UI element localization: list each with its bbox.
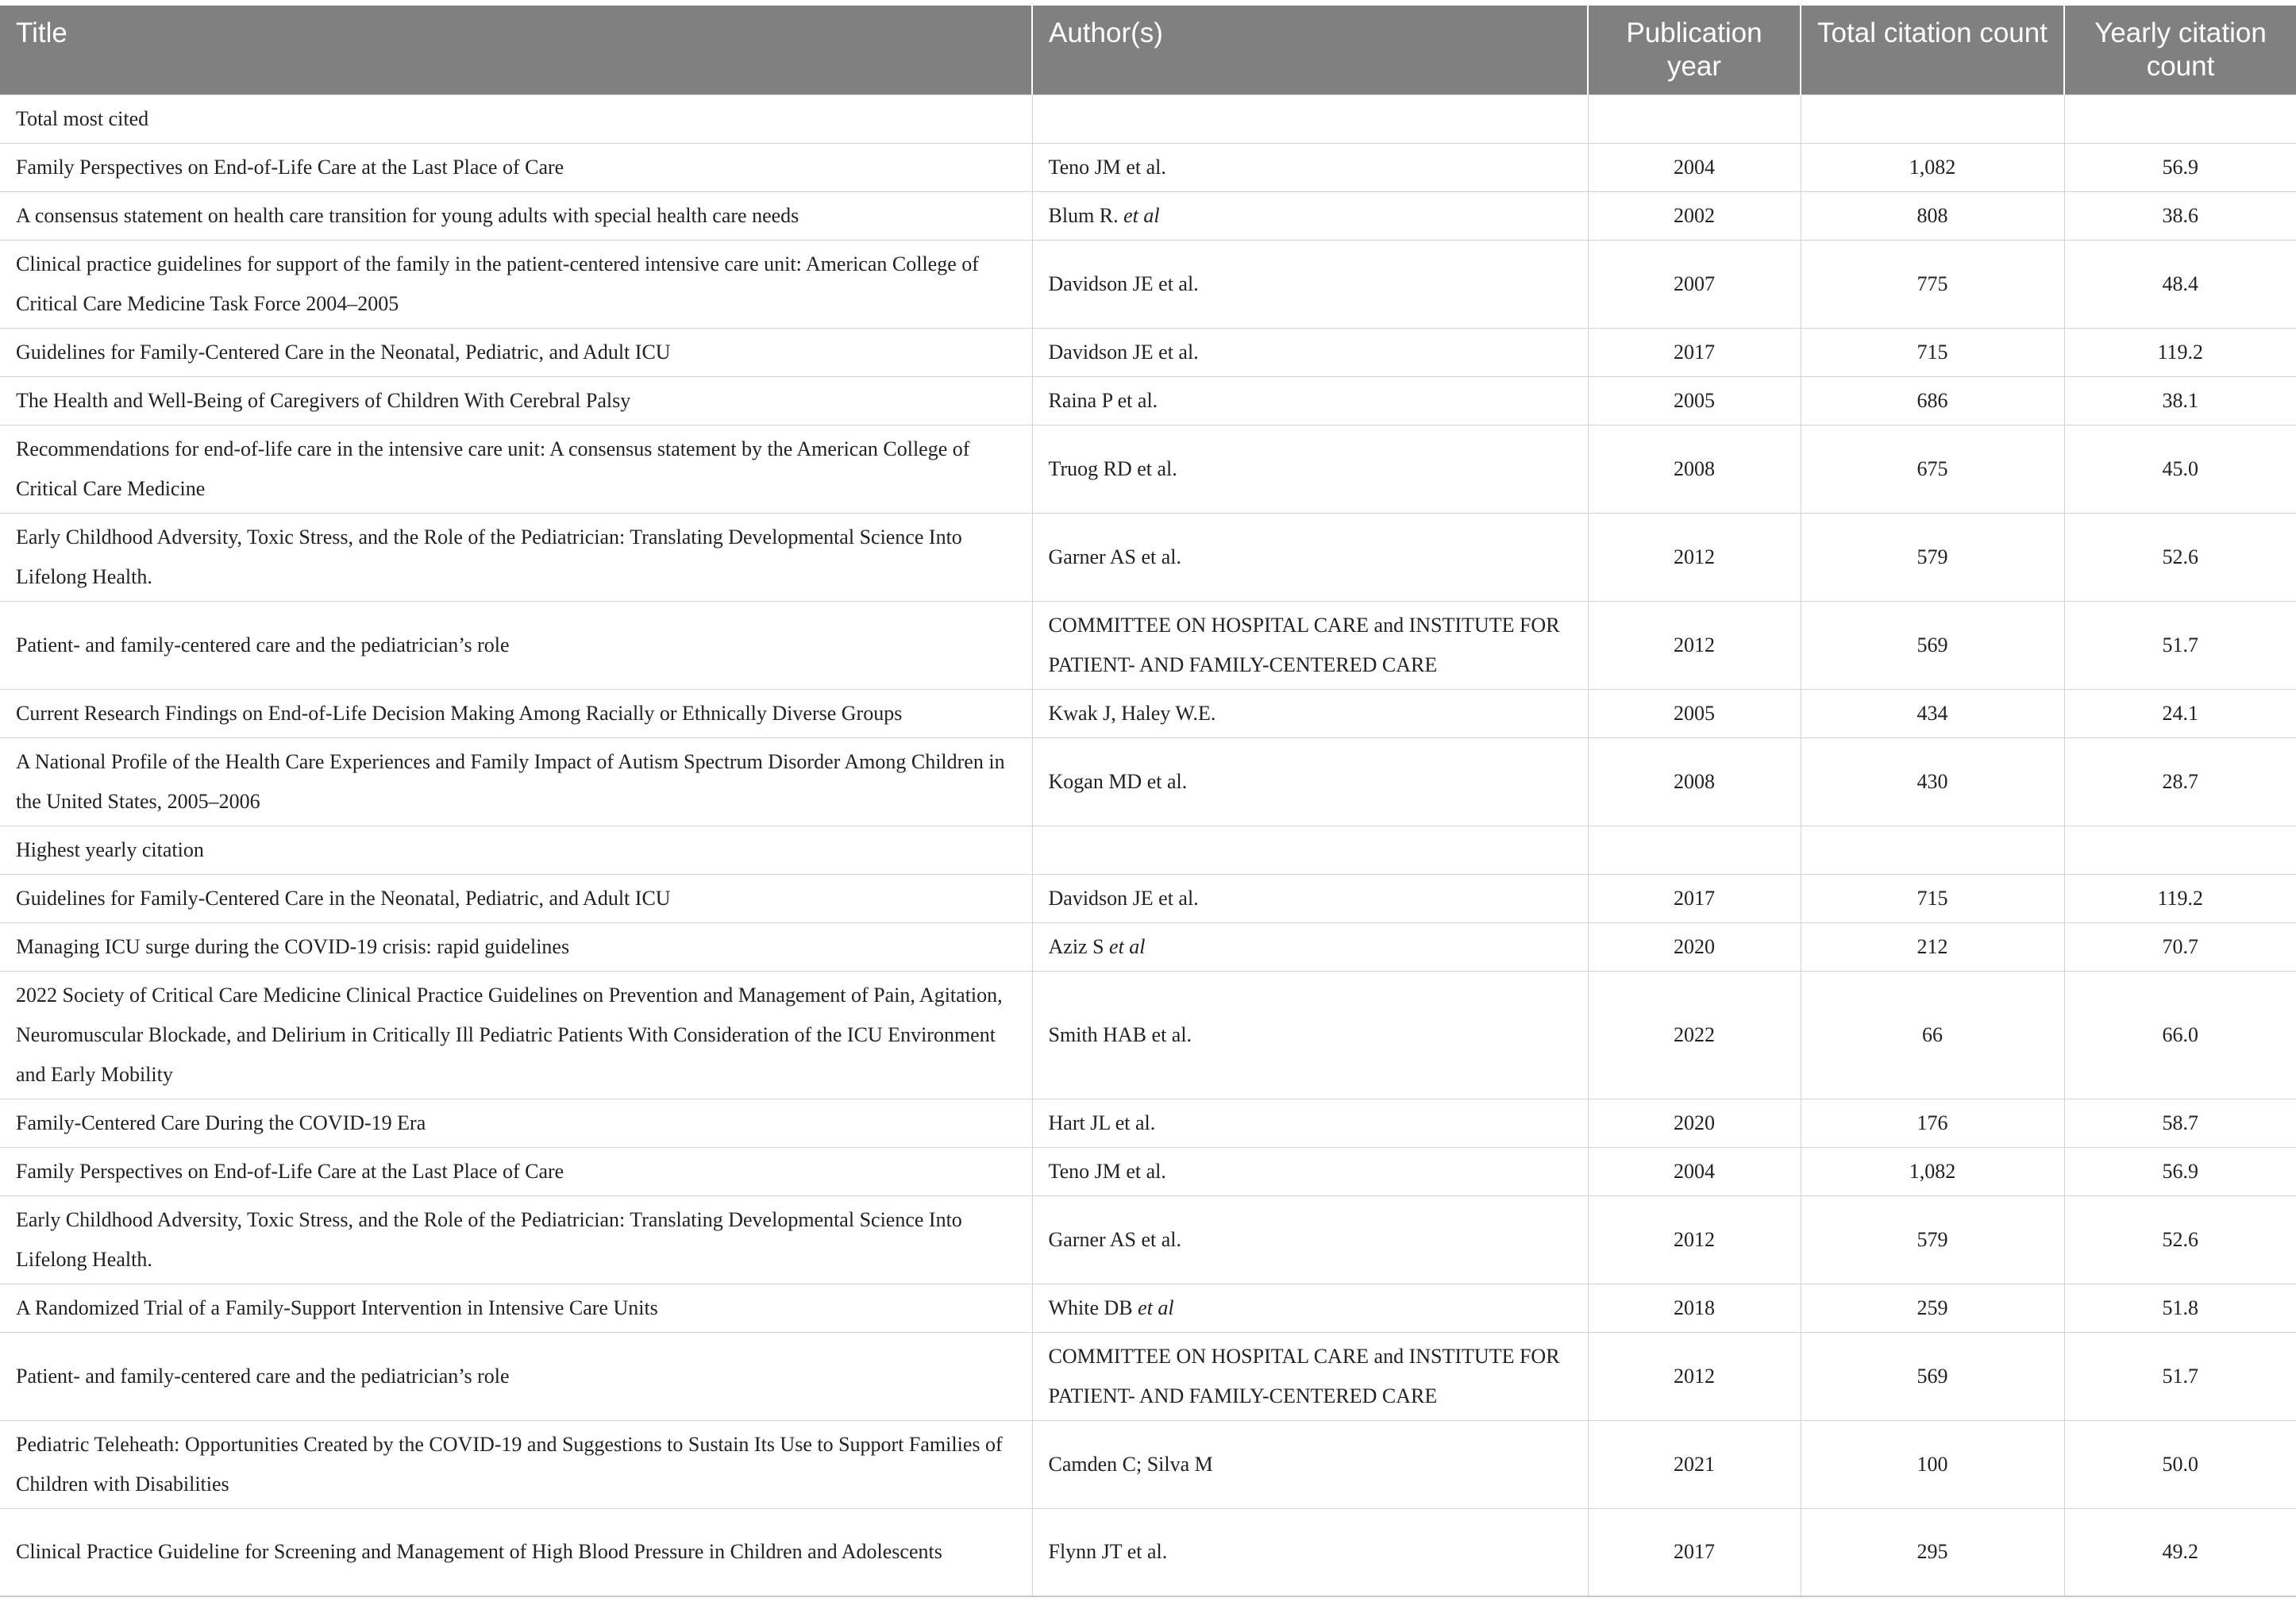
total-citation-cell: 569 [1801, 1332, 2064, 1420]
authors-cell: Davidson JE et al. [1032, 328, 1588, 376]
year-cell: 2008 [1588, 737, 1801, 826]
section-row [0, 94, 2296, 143]
title-cell: Family Perspectives on End-of-Life Care at the Last Place of Care [0, 143, 1032, 191]
total-citation-cell: 569 [1801, 601, 2064, 689]
authors-text: Blum R. [1048, 203, 1119, 227]
header-total-citation-count: Total citation count [1801, 6, 2064, 94]
table-row [0, 1284, 2296, 1332]
table-row [0, 143, 2296, 191]
table-row [0, 689, 2296, 737]
authors-cell: Truog RD et al. [1032, 425, 1588, 513]
title-cell: Early Childhood Adversity, Toxic Stress, and the Role of the Pediatrician: Translating Developmental Science Into Lifelong Health. [0, 1195, 1032, 1284]
authors-cell: Kogan MD et al. [1032, 737, 1588, 826]
table-row [0, 1332, 2296, 1420]
section-row [0, 826, 2296, 874]
authors-cell: Davidson JE et al. [1032, 240, 1588, 328]
total-citation-cell: 434 [1801, 689, 2064, 737]
year-cell: 2018 [1588, 1284, 1801, 1332]
yearly-citation-cell: 66.0 [2064, 971, 2296, 1099]
title-cell: Patient- and family-centered care and the pediatrician’s role [0, 601, 1032, 689]
title-cell: A National Profile of the Health Care Experiences and Family Impact of Autism Spectrum Disorder Among Children in the United States, 2005–2006 [0, 737, 1032, 826]
authors-cell: Flynn JT et al. [1032, 1508, 1588, 1596]
table-row [0, 922, 2296, 971]
table-row [0, 376, 2296, 425]
table-row [0, 191, 2296, 240]
year-cell: 2005 [1588, 376, 1801, 425]
table-row [0, 874, 2296, 922]
year-cell: 2005 [1588, 689, 1801, 737]
yearly-citation-cell: 51.8 [2064, 1284, 2296, 1332]
year-cell: 2020 [1588, 922, 1801, 971]
total-citation-cell: 579 [1801, 1195, 2064, 1284]
total-citation-cell: 715 [1801, 328, 2064, 376]
total-citation-cell: 675 [1801, 425, 2064, 513]
total-citation-cell: 259 [1801, 1284, 2064, 1332]
year-cell: 2017 [1588, 328, 1801, 376]
title-cell: Clinical practice guidelines for support of the family in the patient-centered intensive care unit: American College of Critical Care Medicine Task Force 2004–2005 [0, 240, 1032, 328]
yearly-citation-cell: 48.4 [2064, 240, 2296, 328]
yearly-citation-cell: 51.7 [2064, 601, 2296, 689]
authors-text: Aziz S [1048, 934, 1104, 958]
authors-cell: Raina P et al. [1032, 376, 1588, 425]
total-citation-cell: 686 [1801, 376, 2064, 425]
header-title: Title [0, 6, 1032, 94]
yearly-citation-cell: 52.6 [2064, 513, 2296, 601]
table-row [0, 1147, 2296, 1195]
authors-et-al: et al [1109, 934, 1146, 958]
title-cell: Guidelines for Family-Centered Care in the Neonatal, Pediatric, and Adult ICU [0, 874, 1032, 922]
yearly-citation-cell: 38.6 [2064, 191, 2296, 240]
title-cell: 2022 Society of Critical Care Medicine Clinical Practice Guidelines on Prevention and Management of Pain, Agitation, Neuromuscular Blockade, and Delirium in Critically Ill Pediatric Patients With Consideration of the ICU Environment and Early Mobility [0, 971, 1032, 1099]
authors-cell: Teno JM et al. [1032, 1147, 1588, 1195]
year-cell: 2004 [1588, 1147, 1801, 1195]
yearly-citation-cell: 58.7 [2064, 1099, 2296, 1147]
yearly-citation-cell: 56.9 [2064, 143, 2296, 191]
title-cell: Clinical Practice Guideline for Screening and Management of High Blood Pressure in Children and Adolescents [0, 1508, 1032, 1596]
table-row [0, 328, 2296, 376]
authors-cell: COMMITTEE ON HOSPITAL CARE and INSTITUTE FOR PATIENT- AND FAMILY-CENTERED CARE [1032, 601, 1588, 689]
table-row [0, 971, 2296, 1099]
authors-cell: Teno JM et al. [1032, 143, 1588, 191]
authors-cell [1032, 922, 1588, 971]
empty-cell [2064, 826, 2296, 874]
authors-cell: Smith HAB et al. [1032, 971, 1588, 1099]
authors-cell: COMMITTEE ON HOSPITAL CARE and INSTITUTE FOR PATIENT- AND FAMILY-CENTERED CARE [1032, 1332, 1588, 1420]
year-cell: 2020 [1588, 1099, 1801, 1147]
header-yearly-citation-count: Yearly citation count [2064, 6, 2296, 94]
total-citation-cell: 579 [1801, 513, 2064, 601]
table-row [0, 240, 2296, 328]
header-row [0, 6, 2296, 94]
header-publication-year: Publication year [1588, 6, 1801, 94]
yearly-citation-cell: 45.0 [2064, 425, 2296, 513]
empty-cell [1588, 94, 1801, 143]
title-cell: A consensus statement on health care transition for young adults with special health care needs [0, 191, 1032, 240]
total-citation-cell: 176 [1801, 1099, 2064, 1147]
year-cell: 2007 [1588, 240, 1801, 328]
section-label: Total most cited [0, 94, 1032, 143]
yearly-citation-cell: 28.7 [2064, 737, 2296, 826]
yearly-citation-cell: 70.7 [2064, 922, 2296, 971]
year-cell: 2022 [1588, 971, 1801, 1099]
yearly-citation-cell: 24.1 [2064, 689, 2296, 737]
authors-et-al: et al [1123, 203, 1160, 227]
empty-cell [2064, 94, 2296, 143]
title-cell: Managing ICU surge during the COVID-19 crisis: rapid guidelines [0, 922, 1032, 971]
yearly-citation-cell: 119.2 [2064, 874, 2296, 922]
citation-table [0, 6, 2296, 1597]
table-row [0, 1420, 2296, 1508]
authors-cell: Garner AS et al. [1032, 1195, 1588, 1284]
total-citation-cell: 775 [1801, 240, 2064, 328]
year-cell: 2012 [1588, 1195, 1801, 1284]
title-cell: Family-Centered Care During the COVID-19 Era [0, 1099, 1032, 1147]
yearly-citation-cell: 56.9 [2064, 1147, 2296, 1195]
year-cell: 2017 [1588, 1508, 1801, 1596]
total-citation-cell: 1,082 [1801, 1147, 2064, 1195]
table-row [0, 1195, 2296, 1284]
empty-cell [1032, 94, 1588, 143]
title-cell: Family Perspectives on End-of-Life Care at the Last Place of Care [0, 1147, 1032, 1195]
title-cell: Guidelines for Family-Centered Care in the Neonatal, Pediatric, and Adult ICU [0, 328, 1032, 376]
title-cell: A Randomized Trial of a Family-Support Intervention in Intensive Care Units [0, 1284, 1032, 1332]
year-cell: 2004 [1588, 143, 1801, 191]
authors-cell: Camden C; Silva M [1032, 1420, 1588, 1508]
total-citation-cell: 1,082 [1801, 143, 2064, 191]
section-label: Highest yearly citation [0, 826, 1032, 874]
year-cell: 2021 [1588, 1420, 1801, 1508]
total-citation-cell: 430 [1801, 737, 2064, 826]
authors-cell [1032, 191, 1588, 240]
authors-cell [1032, 1284, 1588, 1332]
year-cell: 2017 [1588, 874, 1801, 922]
year-cell: 2008 [1588, 425, 1801, 513]
title-cell: Recommendations for end-of-life care in the intensive care unit: A consensus statement by the American College of Critical Care Medicine [0, 425, 1032, 513]
total-citation-cell: 212 [1801, 922, 2064, 971]
title-cell: Pediatric Teleheath: Opportunities Created by the COVID-19 and Suggestions to Sustain Its Use to Support Families of Children with Disabilities [0, 1420, 1032, 1508]
title-cell: Early Childhood Adversity, Toxic Stress, and the Role of the Pediatrician: Translating Developmental Science Into Lifelong Health. [0, 513, 1032, 601]
table-row [0, 425, 2296, 513]
table-row [0, 1508, 2296, 1596]
empty-cell [1801, 94, 2064, 143]
yearly-citation-cell: 52.6 [2064, 1195, 2296, 1284]
table-row [0, 601, 2296, 689]
empty-cell [1032, 826, 1588, 874]
authors-cell: Hart JL et al. [1032, 1099, 1588, 1147]
authors-et-al: et al [1138, 1296, 1174, 1319]
year-cell: 2012 [1588, 513, 1801, 601]
year-cell: 2012 [1588, 601, 1801, 689]
empty-cell [1801, 826, 2064, 874]
header-authors: Author(s) [1032, 6, 1588, 94]
yearly-citation-cell: 49.2 [2064, 1508, 2296, 1596]
year-cell: 2012 [1588, 1332, 1801, 1420]
total-citation-cell: 66 [1801, 971, 2064, 1099]
yearly-citation-cell: 119.2 [2064, 328, 2296, 376]
total-citation-cell: 715 [1801, 874, 2064, 922]
yearly-citation-cell: 50.0 [2064, 1420, 2296, 1508]
authors-cell: Kwak J, Haley W.E. [1032, 689, 1588, 737]
title-cell: The Health and Well-Being of Caregivers of Children With Cerebral Palsy [0, 376, 1032, 425]
table-row [0, 1099, 2296, 1147]
title-cell: Current Research Findings on End-of-Life Decision Making Among Racially or Ethnically Diverse Groups [0, 689, 1032, 737]
total-citation-cell: 100 [1801, 1420, 2064, 1508]
authors-text: White DB [1048, 1296, 1133, 1319]
year-cell: 2002 [1588, 191, 1801, 240]
table-row [0, 513, 2296, 601]
yearly-citation-cell: 38.1 [2064, 376, 2296, 425]
table-row [0, 737, 2296, 826]
authors-cell: Davidson JE et al. [1032, 874, 1588, 922]
total-citation-cell: 808 [1801, 191, 2064, 240]
total-citation-cell: 295 [1801, 1508, 2064, 1596]
authors-cell: Garner AS et al. [1032, 513, 1588, 601]
yearly-citation-cell: 51.7 [2064, 1332, 2296, 1420]
empty-cell [1588, 826, 1801, 874]
title-cell: Patient- and family-centered care and the pediatrician’s role [0, 1332, 1032, 1420]
